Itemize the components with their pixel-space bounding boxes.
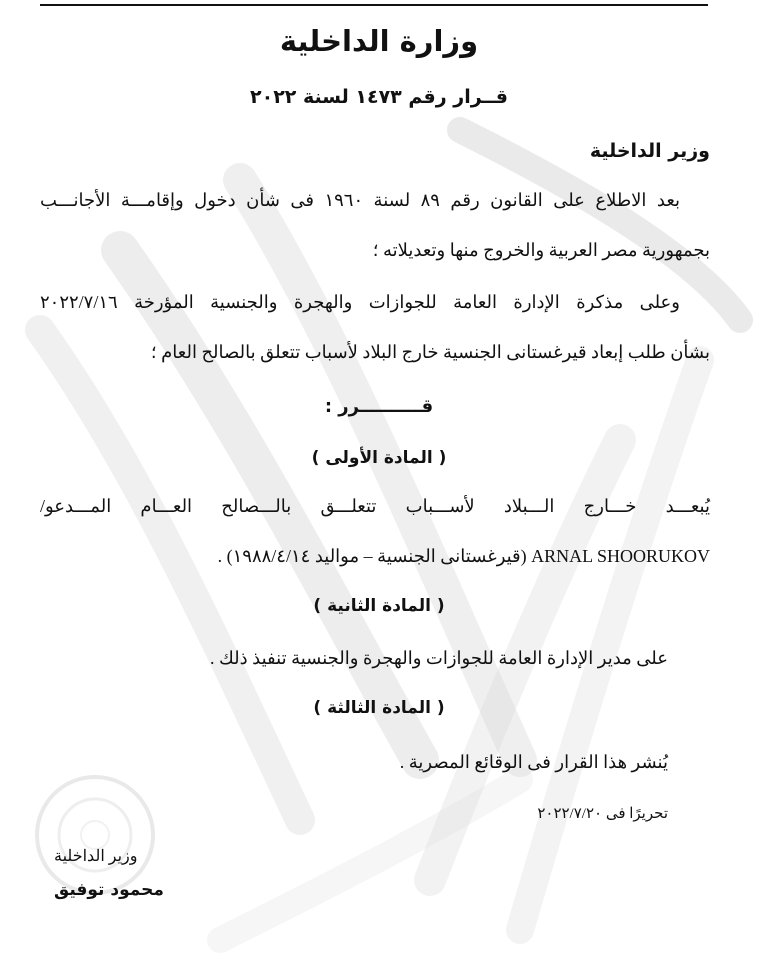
article-line: يُنشر هذا القرار فى الوقائع المصرية . bbox=[399, 752, 668, 772]
decides-label: قــــــــــرر : bbox=[324, 396, 434, 417]
article-heading: ( المادة الثالثة ) bbox=[313, 698, 445, 718]
article-line: ARNAL SHOORUKOV (قيرغستانى الجنسية – مواليد ١٩٨٨/٤/١٤) . bbox=[217, 546, 710, 566]
signature-title: وزير الداخلية bbox=[54, 848, 138, 865]
article-line: يُبعـــد خـــارج الـــبلاد لأســـباب تتعلـــق بالـــصالح العـــام المـــدعو/ bbox=[40, 496, 710, 516]
signature-name: محمود توفيق bbox=[54, 880, 164, 900]
article-line: على مدير الإدارة العامة للجوازات والهجرة والجنسية تنفيذ ذلك . bbox=[209, 648, 668, 668]
minister-heading: وزير الداخلية bbox=[589, 140, 710, 162]
date-line: تحريرًا فى ٢٠٢٢/٧/٢٠ bbox=[537, 806, 668, 822]
top-rule bbox=[40, 4, 708, 6]
preamble-line: بعد الاطلاع على القانون رقم ٨٩ لسنة ١٩٦٠ فى شأن دخول وإقامـــة الأجانـــب bbox=[40, 190, 681, 210]
preamble-line: بجمهورية مصر العربية والخروج منها وتعديلاته ؛ bbox=[372, 240, 710, 260]
decree-number: قــرار رقم ١٤٧٣ لسنة ٢٠٢٢ bbox=[250, 86, 508, 108]
ministry-title: وزارة الداخلية bbox=[279, 24, 479, 58]
preamble-line: وعلى مذكرة الإدارة العامة للجوازات والهجرة والجنسية المؤرخة ٢٠٢٢/٧/١٦ bbox=[40, 292, 680, 312]
preamble-line: بشأن طلب إبعاد قيرغستانى الجنسية خارج البلاد لأسباب تتعلق بالصالح العام ؛ bbox=[150, 342, 710, 362]
article-heading: ( المادة الثانية ) bbox=[313, 596, 445, 616]
article-heading: ( المادة الأولى ) bbox=[311, 448, 447, 468]
